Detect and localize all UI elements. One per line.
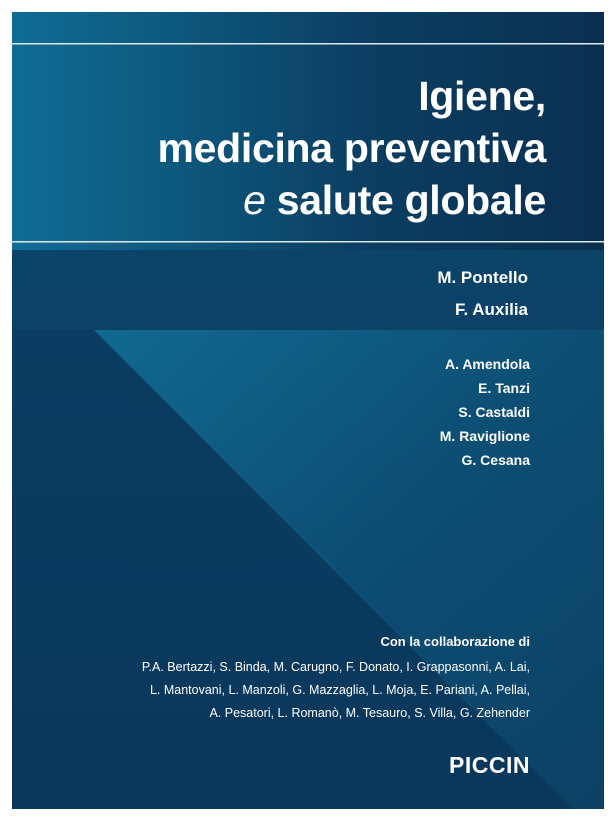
publisher-logo: PICCIN <box>449 752 530 778</box>
collaboration-heading: Con la collaborazione di <box>380 634 530 649</box>
top-rule <box>12 43 604 45</box>
co-authors <box>440 352 530 472</box>
collaborator-line: L. Mantovani, L. Manzoli, G. Mazzaglia, L. Moja, E. Pariani, A. Pellai, <box>149 683 530 697</box>
title-line-2: medicina preventiva <box>157 125 546 171</box>
collaborator-line: A. Pesatori, L. Romanò, M. Tesauro, S. Villa, G. Zehender <box>209 706 530 720</box>
main-author: M. Pontello <box>437 268 528 287</box>
main-author: F. Auxilia <box>454 300 528 319</box>
co-author: G. Cesana <box>461 452 530 468</box>
title-conjunction: e <box>243 177 266 223</box>
co-author: E. Tanzi <box>478 380 530 396</box>
co-author: M. Raviglione <box>439 428 530 444</box>
co-author: A. Amendola <box>444 356 530 372</box>
title-line-3-text: salute globale <box>265 177 546 223</box>
co-author: S. Castaldi <box>458 404 530 420</box>
book-title <box>157 70 546 226</box>
collaborator-line: P.A. Bertazzi, S. Binda, M. Carugno, F. Donato, I. Grappasonni, A. Lai, <box>141 660 530 674</box>
bottom-rule <box>12 241 604 243</box>
book-cover <box>12 12 604 809</box>
title-line-3 <box>157 174 546 226</box>
collaborators <box>142 656 530 725</box>
title-line-1: Igiene, <box>418 73 546 119</box>
main-authors <box>437 262 528 326</box>
